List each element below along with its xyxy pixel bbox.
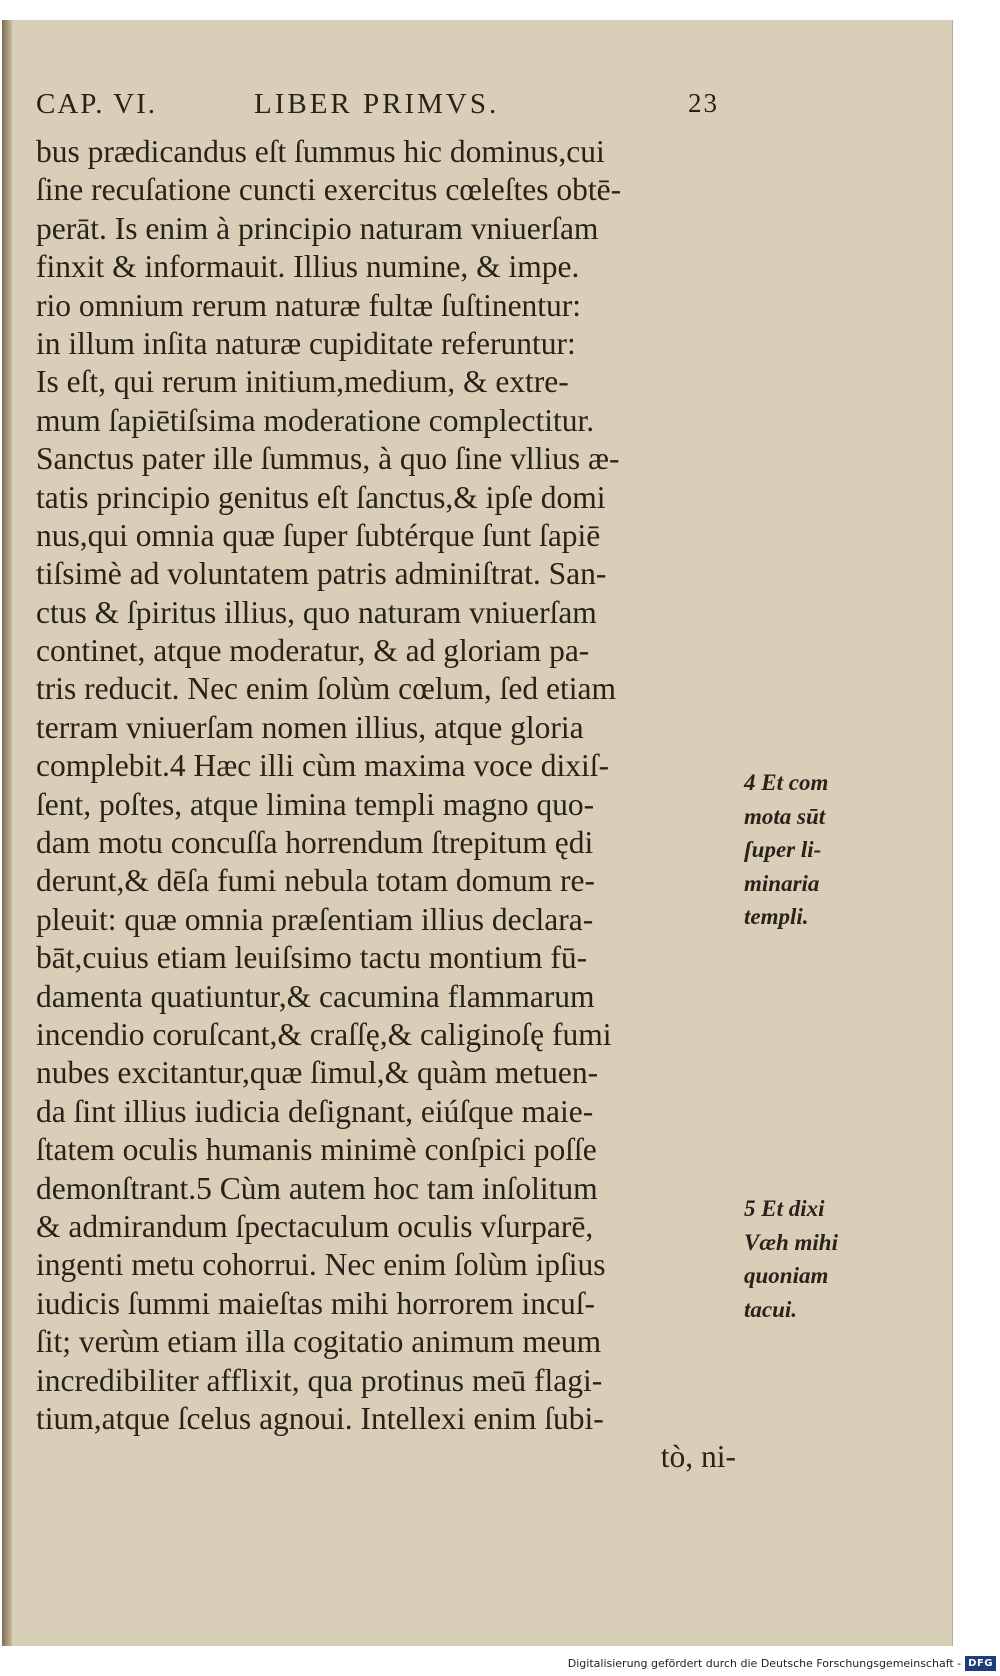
text-line: dam motu concuſſa horrendum ſtrepitum ędi <box>36 825 594 861</box>
text-line: incendio coruſcant,& craſſę,& caliginoſę fumi <box>36 1016 612 1052</box>
text-line: ctus & ſpiritus illius, quo naturam vniuerſam <box>36 594 597 630</box>
page-number: 23 <box>688 88 719 118</box>
text-line: demonſtrant.5 Cùm autem hoc tam inſolitum <box>36 1170 598 1206</box>
marginal-note-line: tacui. <box>744 1296 798 1322</box>
book-page <box>2 20 953 1646</box>
text-line: Is eſt, qui rerum initium,medium, & extre- <box>36 364 569 400</box>
marginal-note-line: mota sūt <box>744 803 826 829</box>
marginal-note-line: 4 Et com <box>744 770 829 795</box>
text-line: derunt,& dēſa fumi nebula totam domum re- <box>36 863 595 899</box>
text-line: mum ſapiētiſsima moderatione complectitur. <box>36 402 595 438</box>
page-binding-edge <box>2 20 12 1646</box>
credit-text: Digitalisierung gefördert durch die Deutsche Forschungsgemeinschaft - <box>567 1656 962 1670</box>
text-line: ſtatem oculis humanis minimè conſpici poſſe <box>36 1132 597 1168</box>
book-title-heading: LIBER PRIMVS. <box>254 88 500 120</box>
text-line: rio omnium rerum naturæ fultæ ſuſtinentur: <box>36 287 582 323</box>
dfg-logo: DFG <box>965 1656 996 1671</box>
text-line: bus prædicandus eſt ſummus hic dominus,cui <box>36 134 605 169</box>
digitization-credit <box>568 1652 996 1674</box>
text-line: ſit; verùm etiam illa cogitatio animum meum <box>36 1324 602 1360</box>
text-line: continet, atque moderatur, & ad gloriam pa- <box>36 633 590 669</box>
running-header <box>36 88 736 128</box>
catchword: tò, ni- <box>660 1439 736 1475</box>
chapter-heading: CAP. VI. <box>36 88 158 120</box>
text-line: in illum inſita naturæ cupiditate referuntur: <box>36 325 576 361</box>
text-line: complebit.4 Hæc illi cùm maxima voce dixiſ- <box>36 748 609 784</box>
text-line: da ſint illius iudicia deſignant, eiúſque maie- <box>36 1093 594 1129</box>
marginal-note-line: quoniam <box>744 1263 829 1288</box>
marginal-note-line: ſuper li- <box>744 837 822 862</box>
text-line: terram vniuerſam nomen illius, atque gloria <box>36 709 584 745</box>
text-line: nus,qui omnia quæ ſuper ſubtérque ſunt ſapiē <box>36 517 601 553</box>
text-line: incredibiliter afflixit, qua protinus meū flagi- <box>36 1362 603 1398</box>
text-line: ſent, poſtes, atque limina templi magno quo- <box>36 786 595 822</box>
marginal-note-line: minaria <box>744 870 820 896</box>
marginal-note-5 <box>744 1192 944 1326</box>
text-line: damenta quatiuntur,& cacumina flammarum <box>36 978 595 1014</box>
text-line: tris reducit. Nec enim ſolùm cœlum, ſed etiam <box>36 671 616 707</box>
text-line: finxit & informauit. Illius numine, & impe. <box>36 249 580 285</box>
marginal-note-4 <box>744 766 944 934</box>
text-line: bāt,cuius etiam leuiſsimo tactu montium fū- <box>36 940 588 976</box>
text-line: tiſsimè ad voluntatem patris adminiſtrat. San- <box>36 556 607 592</box>
marginal-note-line: templi. <box>744 904 809 929</box>
text-line: iudicis ſummi maieſtas mihi horrorem incuſ- <box>36 1285 596 1321</box>
text-line: perāt. Is enim à principio naturam vniuerſam <box>36 210 599 246</box>
text-line: pleuit: quæ omnia præſentiam illius declara- <box>36 901 594 937</box>
text-line: nubes excitantur,quæ ſimul,& quàm metuen- <box>36 1055 599 1091</box>
text-line: Sanctus pater ille ſummus, à quo ſine vllius æ- <box>36 441 620 477</box>
text-line: tium,atque ſcelus agnoui. Intellexi enim ſubi- <box>36 1400 604 1436</box>
marginal-note-line: 5 Et dixi <box>744 1196 825 1221</box>
text-line: tatis principio genitus eſt ſanctus,& ipſe domi <box>36 479 606 515</box>
marginal-note-line: Væh mihi <box>744 1229 838 1255</box>
text-line: ingenti metu cohorrui. Nec enim ſolùm ipſius <box>36 1247 606 1283</box>
main-text-block <box>36 133 736 1477</box>
text-line: ſine recuſatione cuncti exercitus cœleſtes obtē- <box>36 172 622 208</box>
text-line: & admirandum ſpectaculum oculis vſurparē, <box>36 1208 594 1244</box>
